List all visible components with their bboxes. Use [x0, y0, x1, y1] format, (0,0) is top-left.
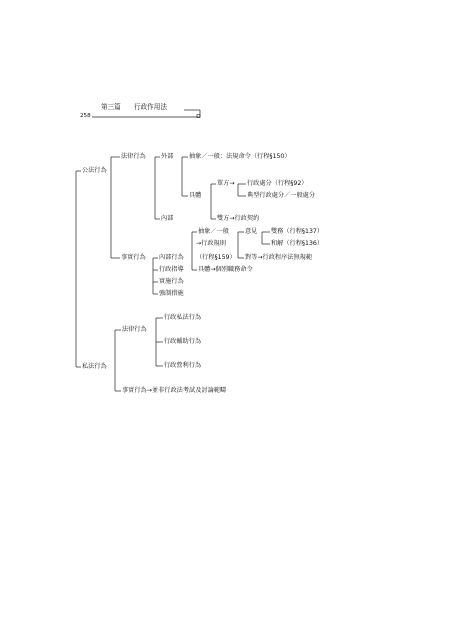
node-other-org: 對等→行政程序法無規範 — [245, 254, 313, 261]
node-observation: 實施行為 — [159, 278, 184, 285]
node-external: 外部 — [161, 153, 174, 160]
node-internal-act: 內部行為 — [159, 254, 184, 261]
node-admin-private-act: 行政私法行為 — [164, 314, 202, 321]
node-admin-assist-act: 行政輔助行為 — [164, 338, 202, 345]
part-label: 第三篇 — [101, 103, 121, 111]
node-admin-profit-act: 行政營利行為 — [164, 362, 202, 369]
node-unilateral: 單方→ — [217, 180, 235, 187]
node-private-fact-act: 事實行為→並非行政法考試及討論範疇 — [122, 387, 227, 394]
node-public-legal-act: 法律行為 — [121, 153, 146, 160]
node-admin-disposition: 行政處分（行程§92） — [247, 180, 308, 187]
node-abstract-general: 抽象／一般：法規命令（行程§150） — [189, 153, 291, 160]
node-public-act: 公法行為 — [82, 167, 107, 174]
chapter-title: 行政作用法 — [134, 103, 167, 111]
node-opinion: 意見 — [245, 228, 258, 235]
node-admin-rules: →行政規則 — [196, 240, 226, 247]
node-concrete: 具體 — [189, 192, 202, 199]
node-objection: 和解（行程§136） — [271, 240, 324, 247]
node-enforcement: 強制措施 — [159, 290, 184, 297]
node-concrete-individual: 具體→個別職務命令 — [198, 266, 253, 273]
node-rules-ref: （行程§159） — [196, 254, 236, 261]
node-public-fact-act: 事實行為 — [121, 254, 146, 261]
page-number: 258 — [80, 113, 91, 119]
node-guidance: 行政指導 — [159, 266, 184, 273]
node-abstract-general-2: 抽象／一般 — [198, 228, 229, 235]
node-consent: 雙務（行程§137） — [271, 228, 324, 235]
node-general-disposition: 典型行政處分／一般處分 — [247, 192, 316, 199]
node-private-act: 私法行為 — [82, 363, 107, 370]
node-bilateral: 雙方→行政契約 — [217, 215, 260, 222]
node-private-legal-act: 法律行為 — [122, 326, 147, 333]
node-internal: 內部 — [161, 215, 174, 222]
